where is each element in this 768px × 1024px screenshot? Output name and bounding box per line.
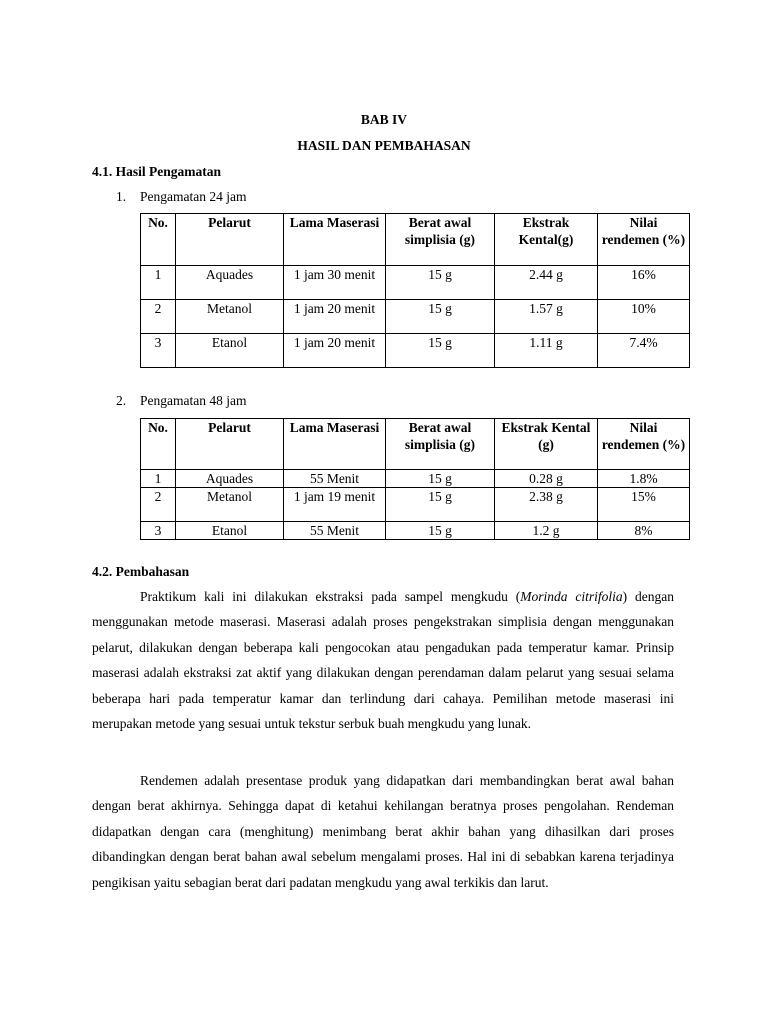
list-item-48-jam: [116, 393, 246, 409]
cell-berat: 15 g: [386, 300, 495, 334]
list-label: Pengamatan 24 jam: [140, 189, 247, 204]
header-lama-maserasi: Lama Maserasi: [284, 419, 386, 470]
cell-lama: 1 jam 30 menit: [284, 266, 386, 300]
section-heading-pembahasan: 4.2. Pembahasan: [92, 564, 190, 579]
header-pelarut: Pelarut: [176, 214, 284, 266]
cell-berat: 15 g: [386, 334, 495, 368]
list-label: Pengamatan 48 jam: [140, 393, 247, 408]
cell-pelarut: Etanol: [176, 522, 284, 540]
paragraph-text: ) dengan menggunakan metode maserasi. Maserasi adalah proses pengekstrakan simplisia dengan menggunakan pelarut, dilakukan dengan beberapa kali pengocokan atau pengadukan pada temperatur kamar. Prinsip maserasi adalah ekstraksi zat aktif yang dilakukan dengan perendaman dalam pelarut yang sesuai selama beberapa hari pada temperatur kamar dan terlindung dari cahaya. Pemilihan metode maserasi ini merupakan metode yang sesuai untuk tekstur serbuk buah mengkudu yang lunak.: [92, 589, 675, 732]
cell-ekstrak: 2.38 g: [495, 488, 598, 522]
list-item-24-jam: [116, 189, 246, 205]
header-berat-awal: Berat awal simplisia (g): [386, 214, 495, 266]
header-berat-awal: Berat awal simplisia (g): [386, 419, 495, 470]
cell-no: 3: [141, 522, 176, 540]
table-row: [141, 522, 690, 540]
cell-berat: 15 g: [386, 470, 495, 488]
cell-berat: 15 g: [386, 522, 495, 540]
paragraph-text: Rendemen adalah presentase produk yang didapatkan dari membandingkan berat awal bahan dengan berat akhirnya. Sehingga dapat di ketahui kehilangan beratnya proses pengolahan. Rendeman didapatkan dengan cara (menghitung) menimbang berat akhir bahan yang dihasilkan dari proses dibandingkan dengan berat bahan awal sebelum mengalami proses. Hal ini di sebabkan karena terjadinya pengikisan yaitu sebagian berat dari padatan mengkudu yang awal terkikis dan larut.: [92, 773, 674, 890]
cell-rendemen: 1.8%: [598, 470, 690, 488]
header-no: No.: [141, 419, 176, 470]
paragraph-rendemen: [92, 768, 674, 895]
cell-pelarut: Metanol: [176, 300, 284, 334]
cell-pelarut: Aquades: [176, 266, 284, 300]
cell-ekstrak: 1.57 g: [495, 300, 598, 334]
header-nilai-rendemen: Nilai rendemen (%): [598, 214, 690, 266]
table-row: [141, 300, 690, 334]
cell-lama: 1 jam 20 menit: [284, 300, 386, 334]
cell-lama: 55 Menit: [284, 470, 386, 488]
table-48-jam: [140, 418, 690, 540]
paragraph-text: Praktikum kali ini dilakukan ekstraksi pada sampel mengkudu (: [140, 589, 521, 604]
cell-ekstrak: 2.44 g: [495, 266, 598, 300]
cell-rendemen: 10%: [598, 300, 690, 334]
section-heading-hasil: 4.1. Hasil Pengamatan: [92, 164, 222, 179]
header-no: No.: [141, 214, 176, 266]
cell-no: 2: [141, 488, 176, 522]
list-number: 2.: [116, 393, 127, 408]
species-name: Morinda citrifolia: [520, 589, 623, 604]
header-pelarut: Pelarut: [176, 419, 284, 470]
cell-pelarut: Metanol: [176, 488, 284, 522]
table-row: [141, 488, 690, 522]
cell-ekstrak: 1.11 g: [495, 334, 598, 368]
cell-berat: 15 g: [386, 488, 495, 522]
cell-pelarut: Aquades: [176, 470, 284, 488]
table-24-jam: [140, 213, 690, 368]
header-lama-maserasi: Lama Maserasi: [284, 214, 386, 266]
cell-rendemen: 7.4%: [598, 334, 690, 368]
header-nilai-rendemen: Nilai rendemen (%): [598, 419, 690, 470]
cell-pelarut: Etanol: [176, 334, 284, 368]
cell-no: 1: [141, 470, 176, 488]
table-header-row: [141, 419, 690, 470]
table-header-row: [141, 214, 690, 266]
cell-rendemen: 15%: [598, 488, 690, 522]
header-ekstrak-kental: Ekstrak Kental(g): [495, 214, 598, 266]
chapter-title: HASIL DAN PEMBAHASAN: [297, 138, 471, 153]
list-number: 1.: [116, 189, 127, 204]
cell-rendemen: 16%: [598, 266, 690, 300]
table-row: [141, 470, 690, 488]
header-ekstrak-kental: Ekstrak Kental (g): [495, 419, 598, 470]
chapter-number: BAB IV: [360, 112, 408, 127]
cell-lama: 1 jam 19 menit: [284, 488, 386, 522]
table-row: [141, 334, 690, 368]
cell-no: 1: [141, 266, 176, 300]
cell-lama: 55 Menit: [284, 522, 386, 540]
cell-no: 3: [141, 334, 176, 368]
cell-rendemen: 8%: [598, 522, 690, 540]
cell-berat: 15 g: [386, 266, 495, 300]
cell-no: 2: [141, 300, 176, 334]
table-row: [141, 266, 690, 300]
cell-ekstrak: 0.28 g: [495, 470, 598, 488]
paragraph-maserasi: [92, 584, 674, 736]
cell-ekstrak: 1.2 g: [495, 522, 598, 540]
cell-lama: 1 jam 20 menit: [284, 334, 386, 368]
